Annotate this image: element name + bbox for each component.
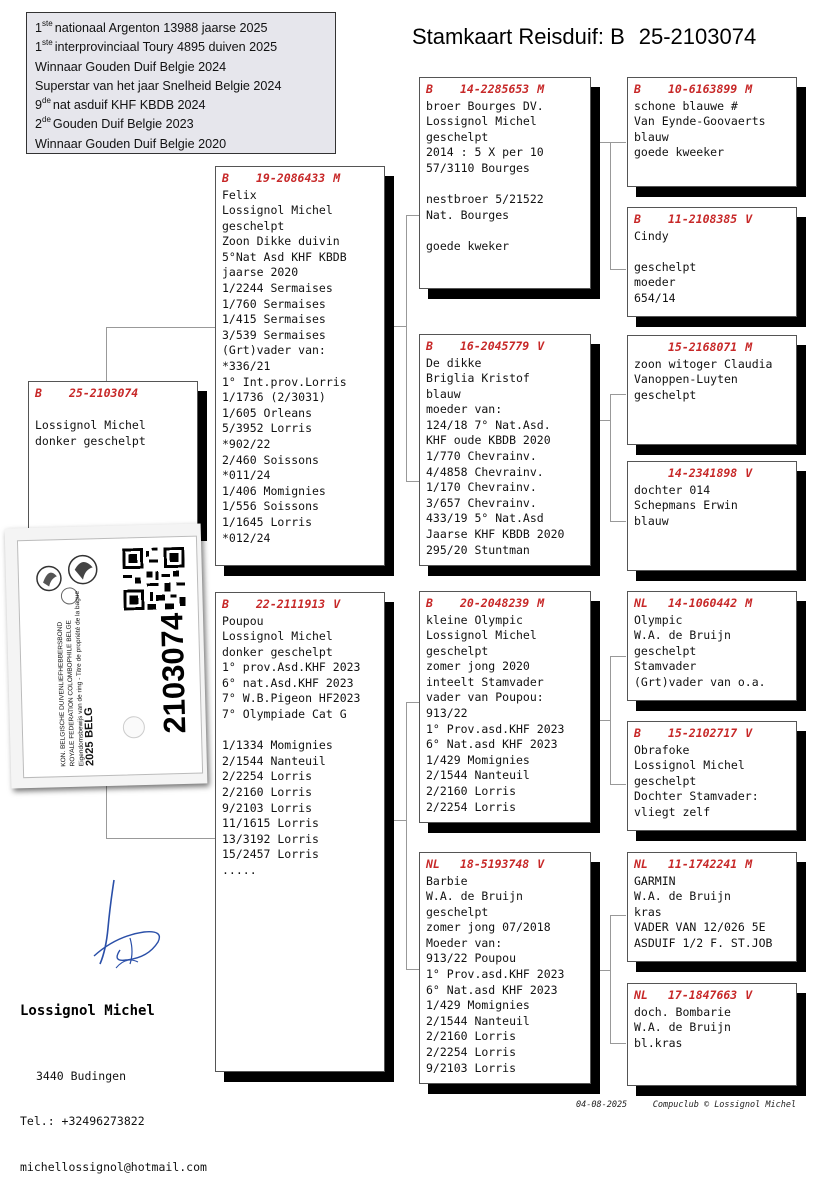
card-line: 13/3192 Lorris [222,831,319,846]
connector [610,142,626,143]
ring-country-code: B [634,726,641,740]
ring-cert-text: Eigendomsbewijs van de ring - Titre de propriété de la bague [73,590,86,767]
card-line: nestbroer 5/21522 [426,192,544,207]
achievement-line [35,135,335,154]
ring-header [222,597,384,613]
card-line: 654/14 [634,290,676,305]
ring-number: 14-1060442 [668,596,738,610]
connector [610,784,626,785]
card-line: 1° prov.Asd.KHF 2023 [222,660,361,675]
ring-org-fr: ROYALE FEDERATION COLOMBOPHILE BELGE [65,619,77,767]
ring-country-code: B [426,596,433,610]
connector [610,394,626,395]
card-line: Felix [222,187,257,202]
card-line: geschelpt [426,129,489,144]
card-line: Lossignol Michel [634,758,745,773]
ring-sex: V [333,597,341,611]
card-line: Schepmans Erwin [634,498,738,513]
ring-number: 10-6163899 [668,82,738,96]
card-line: 4/4858 Chevrainv. [426,464,544,479]
card-line: (Grt)vader van o.a. [634,674,766,689]
ring-header [634,82,796,98]
card-line: 2/1544 Nanteuil [222,753,326,768]
ring-number: 19-2086433 [256,171,326,185]
ring-header [222,171,384,187]
achievement-text: Winnaar Gouden Duif Belgie 2024 [35,59,227,74]
card-line: vliegt zelf [634,804,711,819]
ring-number: 17-1847663 [668,988,738,1002]
card-line: 6° Nat.asd KHF 2023 [426,737,558,752]
ring-country-code: B [634,82,641,96]
ring-sex: M [745,82,753,96]
card-line: 9/2103 Lorris [222,800,313,815]
achievement-suffix: ste [42,38,53,48]
card-line: *012/24 [222,530,271,545]
card-line: 2014 : 5 X per 10 [426,145,544,160]
card-line: 1/2244 Sermaises [222,281,333,296]
card-line: Dochter Stamvader: [634,789,759,804]
card-line: Nat. Bourges [426,207,510,222]
ring-org-nl: KON. BELGISCHE DUIVENLIEFHEBBERSBOND [56,621,68,767]
ring-ownership-card [5,523,208,788]
ring-country-code: B [426,82,433,96]
connector [406,702,420,703]
card-line: 5°Nat Asd KHF KBDB [222,249,347,264]
card-dam-dam [419,852,591,1084]
ring-sex: V [745,726,753,740]
card-line: blauw [426,386,461,401]
ring-country-code: B [35,386,42,400]
ring-country-code: NL [634,857,648,871]
connector [406,969,420,970]
card-line: goede kweker [426,238,510,253]
ring-header [634,340,796,356]
card-line: Jaarse KHF KBDB 2020 [426,527,565,542]
card-line: 433/19 5° Nat.Asd [426,511,544,526]
achievement-line [35,19,335,38]
connector [106,327,107,383]
ring-country-code: B [426,339,433,353]
connector [592,970,610,971]
card-line: Obrafoke [634,742,690,757]
connector [386,820,406,821]
card-line: geschelpt [426,643,489,658]
ring-number: 18-5193748 [460,857,530,871]
card-line: VADER VAN 12/026 5E [634,920,766,935]
connector [106,327,216,328]
card-line: (Grt)vader van: [222,343,326,358]
card-line: inteelt Stamvader [426,674,544,689]
connector [610,656,626,657]
connector [592,720,610,721]
connector [406,702,407,969]
achievement-rank: 1 [35,40,43,55]
card-line: 913/22 [426,706,468,721]
card-line: 1° Prov.asd.KHF 2023 [426,721,565,736]
achievement-text: Winnaar Gouden Duif Belgie 2020 [35,136,227,151]
card-line [222,723,384,739]
card-line: geschelpt [426,904,489,919]
ring-header [634,988,796,1004]
qr-code-icon [122,547,186,611]
card-line: 3/539 Sermaises [222,327,326,342]
ring-number: 14-2285653 [460,82,530,96]
achievement-text: nat asduif KHF KBDB 2024 [52,98,206,113]
card-line: Cindy [634,228,669,243]
card-line: 1/406 Momignies [222,483,326,498]
card-line: W.A. de Bruijn [426,889,523,904]
card-line: 2/1544 Nanteuil [426,1013,530,1028]
footer-date: 04-08-2025 [576,1100,628,1110]
card-line: 1/429 Momignies [426,998,530,1013]
card-line: De dikke [426,355,482,370]
card-line: donker geschelpt [35,433,146,448]
ring-country: BELG [82,707,96,739]
card-sire-dam [419,334,591,566]
card-line: blauw [634,513,669,528]
ring-card-text [54,566,96,767]
card-line: geschelpt [634,643,697,658]
ring-card-hole [123,716,146,739]
ring-number: 2103074 [154,612,193,735]
achievement-line [35,58,335,77]
achievement-rank: 1 [35,21,43,35]
connector [406,215,420,216]
card-line: Stamvader [634,659,697,674]
ring-sex: V [745,988,753,1002]
ring-number: 11-2108385 [668,212,738,226]
card-sdd [627,461,797,571]
achievement-suffix: de [42,96,51,105]
card-line: Lossignol Michel [222,629,333,644]
ring-number: 22-2111913 [256,597,326,611]
card-line: Lossignol Michel [222,203,333,218]
card-line: 1/760 Sermaises [222,296,326,311]
card-ddd [627,983,797,1086]
ring-country-code: B [222,171,229,185]
connector [406,481,420,482]
footer [576,1100,796,1110]
connector [610,915,611,1043]
card-dam [215,592,385,1072]
card-line: 2/2160 Lorris [426,784,517,799]
ring-year: 2025 [83,741,97,767]
ring-sex: M [537,596,545,610]
connector [386,326,406,327]
card-line: 2/2254 Lorris [426,799,517,814]
card-sds [627,335,797,445]
card-line: 2/2254 Lorris [222,769,313,784]
connector [592,142,610,143]
card-line: 1/429 Momignies [426,752,530,767]
card-line: *902/22 [222,437,271,451]
connector [610,915,626,916]
breeder-name: Lossignol Michel [20,1003,155,1019]
ring-number: 14-2341898 [668,466,738,480]
ring-header [634,857,796,873]
card-line: 1/770 Chevrainv. [426,449,537,464]
card-line: zoon witoger Claudia [634,356,773,371]
card-line: Van Eynde-Goovaerts [634,114,766,129]
ring-country-code: NL [634,988,648,1002]
achievement-rank: 9 [35,98,43,113]
connector [610,1043,626,1044]
card-line: doch. Bombarie [634,1004,731,1019]
card-line: 295/20 Stuntman [426,542,530,557]
card-line: 2/2160 Lorris [426,1029,517,1044]
ring-sex: M [537,82,545,96]
card-line: schone blauwe # [634,98,738,113]
achievement-line [35,115,335,134]
ring-sex: V [537,857,545,871]
ring-card-face [17,536,203,779]
ring-header [426,596,590,612]
card-line: 7° Olympiade Cat G [222,707,347,722]
card-line: goede kweeker [634,145,725,160]
card-line: donker geschelpt [222,644,333,659]
card-line: moeder van: [426,402,503,417]
ring-number: 11-1742241 [668,857,738,871]
achievement-rank: 2 [35,117,43,132]
ring-sex: V [745,466,753,480]
card-line: geschelpt [634,773,697,788]
card-line: W.A. de Bruijn [634,1020,731,1035]
card-line: 6° Nat.asd KHF 2023 [426,982,558,997]
card-sss [627,77,797,187]
connector [610,521,626,522]
card-line: geschelpt [222,218,285,233]
card-line: 2/1544 Nanteuil [426,768,530,783]
card-line: 5/3952 Lorris [222,421,313,436]
achievements-banner [26,12,336,154]
card-dam-sire [419,591,591,823]
ring-country-code: NL [426,857,440,871]
card-line: 9/2103 Lorris [426,1060,517,1075]
card-line: kras [634,904,662,919]
card-line: 2/2160 Lorris [222,785,313,800]
card-line: 7° W.B.Pigeon HF2023 [222,691,361,706]
card-line: 2/460 Soissons [222,452,319,467]
card-line: ASDUIF 1/2 F. ST.JOB [634,935,773,950]
card-line: vader van Poupou: [426,690,544,705]
ring-number: 15-2102717 [668,726,738,740]
card-line: 11/1615 Lorris [222,816,319,831]
ring-header [634,212,796,228]
ring-number: 15-2168071 [668,340,738,354]
achievement-text: Gouden Duif Belgie 2023 [52,117,194,132]
card-line: Briglia Kristof [426,371,530,386]
achievement-suffix: de [42,115,51,125]
card-line: blauw [634,129,669,144]
breeder-address: 3440 Budingen [36,1068,127,1083]
ring-header [634,596,796,612]
card-line: 1/1645 Lorris [222,514,313,529]
connector [406,215,407,481]
card-line: 1° Prov.asd.KHF 2023 [426,967,565,982]
card-ssd [627,207,797,317]
card-line [35,403,197,419]
card-line: Olympic [634,612,683,627]
card-line: Vanoppen-Luyten [634,372,738,387]
card-line: dochter 014 [634,482,711,497]
ring-sex: V [745,212,753,226]
ring-header [634,466,796,482]
breeder-phone: Tel.: +32496273822 [20,1114,145,1129]
ring-sex: M [745,596,753,610]
connector [610,142,611,269]
card-line: GARMIN [634,873,676,888]
card-line: Lossignol Michel [426,628,537,643]
card-line: W.A. de Bruijn [634,628,731,643]
signature [86,876,186,976]
card-line: Zoon Dikke duivin [222,234,340,249]
card-subject [28,381,198,531]
card-line: 1/605 Orleans [222,405,313,420]
card-line: 1/1334 Momignies [222,738,333,753]
card-line: geschelpt [634,387,697,402]
ring-country-code: NL [634,596,648,610]
ring-header [426,339,590,355]
card-line: 3/657 Chevrainv. [426,495,537,510]
card-line: zomer jong 07/2018 [426,920,551,935]
title-ring: 25-2103074 [638,24,757,49]
achievement-line [35,77,335,96]
achievement-suffix: ste [42,18,53,28]
page-title [412,24,756,50]
ring-sex: M [333,171,341,185]
card-line: Poupou [222,613,264,628]
footer-credit: Compuclub © Lossignol Michel [652,1100,797,1110]
card-line: zomer jong 2020 [426,659,530,674]
card-line: Lossignol Michel [426,114,537,129]
card-line: broer Bourges DV. [426,98,544,113]
connector [610,269,626,270]
connector [610,394,611,521]
card-line: jaarse 2020 [222,265,299,280]
card-line: 1° Int.prov.Lorris [222,374,347,389]
achievement-text: nationaal Argenton 13988 jaarse 2025 [54,21,268,35]
card-line: kleine Olympic [426,612,523,627]
card-line: 124/18 7° Nat.Asd. [426,417,551,432]
card-line: ..... [222,863,257,877]
card-line: Barbie [426,873,468,888]
card-line: bl.kras [634,1035,683,1050]
ring-header [35,386,197,402]
card-line: 6° nat.Asd.KHF 2023 [222,675,354,690]
achievement-line [35,38,335,57]
ring-header [426,82,590,98]
title-label: Stamkaart Reisduif: B [412,24,625,49]
connector [106,838,216,839]
achievement-line [35,96,335,115]
connector [592,420,610,421]
card-line: 2/2254 Lorris [426,1045,517,1060]
ring-country-code: B [634,212,641,226]
ring-number: 20-2048239 [460,596,530,610]
breeder-contact [20,1038,207,1191]
card-dss [627,591,797,701]
card-line: KHF oude KBDB 2020 [426,433,551,448]
achievement-text: interprovinciaal Toury 4895 duiven 2025 [54,40,278,55]
card-line: 1/170 Chevrainv. [426,480,537,495]
card-line: moeder [634,275,676,290]
card-line: 1/1736 (2/3031) [222,390,326,405]
ring-sex: M [745,857,753,871]
breeder-email[interactable]: michellossignol@hotmail.com [20,1160,207,1175]
connector [106,786,107,838]
ring-header [634,726,796,742]
ring-sex: M [745,340,753,354]
card-line [426,223,590,239]
card-sire-sire [419,77,591,289]
card-line: Moeder van: [426,935,503,950]
card-line [634,244,796,260]
achievement-text: Superstar van het jaar Snelheid Belgie 2024 [35,78,282,93]
card-line: 57/3110 Bourges [426,160,530,175]
card-line: Lossignol Michel [35,418,146,433]
ring-header [426,857,590,873]
card-line: W.A. de Bruijn [634,889,731,904]
card-sire [215,166,385,566]
card-line: 1/556 Soissons [222,499,319,514]
card-line: 1/415 Sermaises [222,312,326,327]
ring-number: 16-2045779 [460,339,530,353]
card-line [426,176,590,192]
card-line: *336/21 [222,359,271,374]
card-line: 15/2457 Lorris [222,847,319,862]
card-line: 913/22 Poupou [426,951,517,966]
ring-country-code: B [222,597,229,611]
card-dds [627,852,797,962]
card-dsd [627,721,797,831]
card-line: *011/24 [222,468,271,483]
ring-number: 25-2103074 [69,386,139,400]
ring-sex: V [537,339,545,353]
connector [610,656,611,784]
card-line: geschelpt [634,259,697,274]
